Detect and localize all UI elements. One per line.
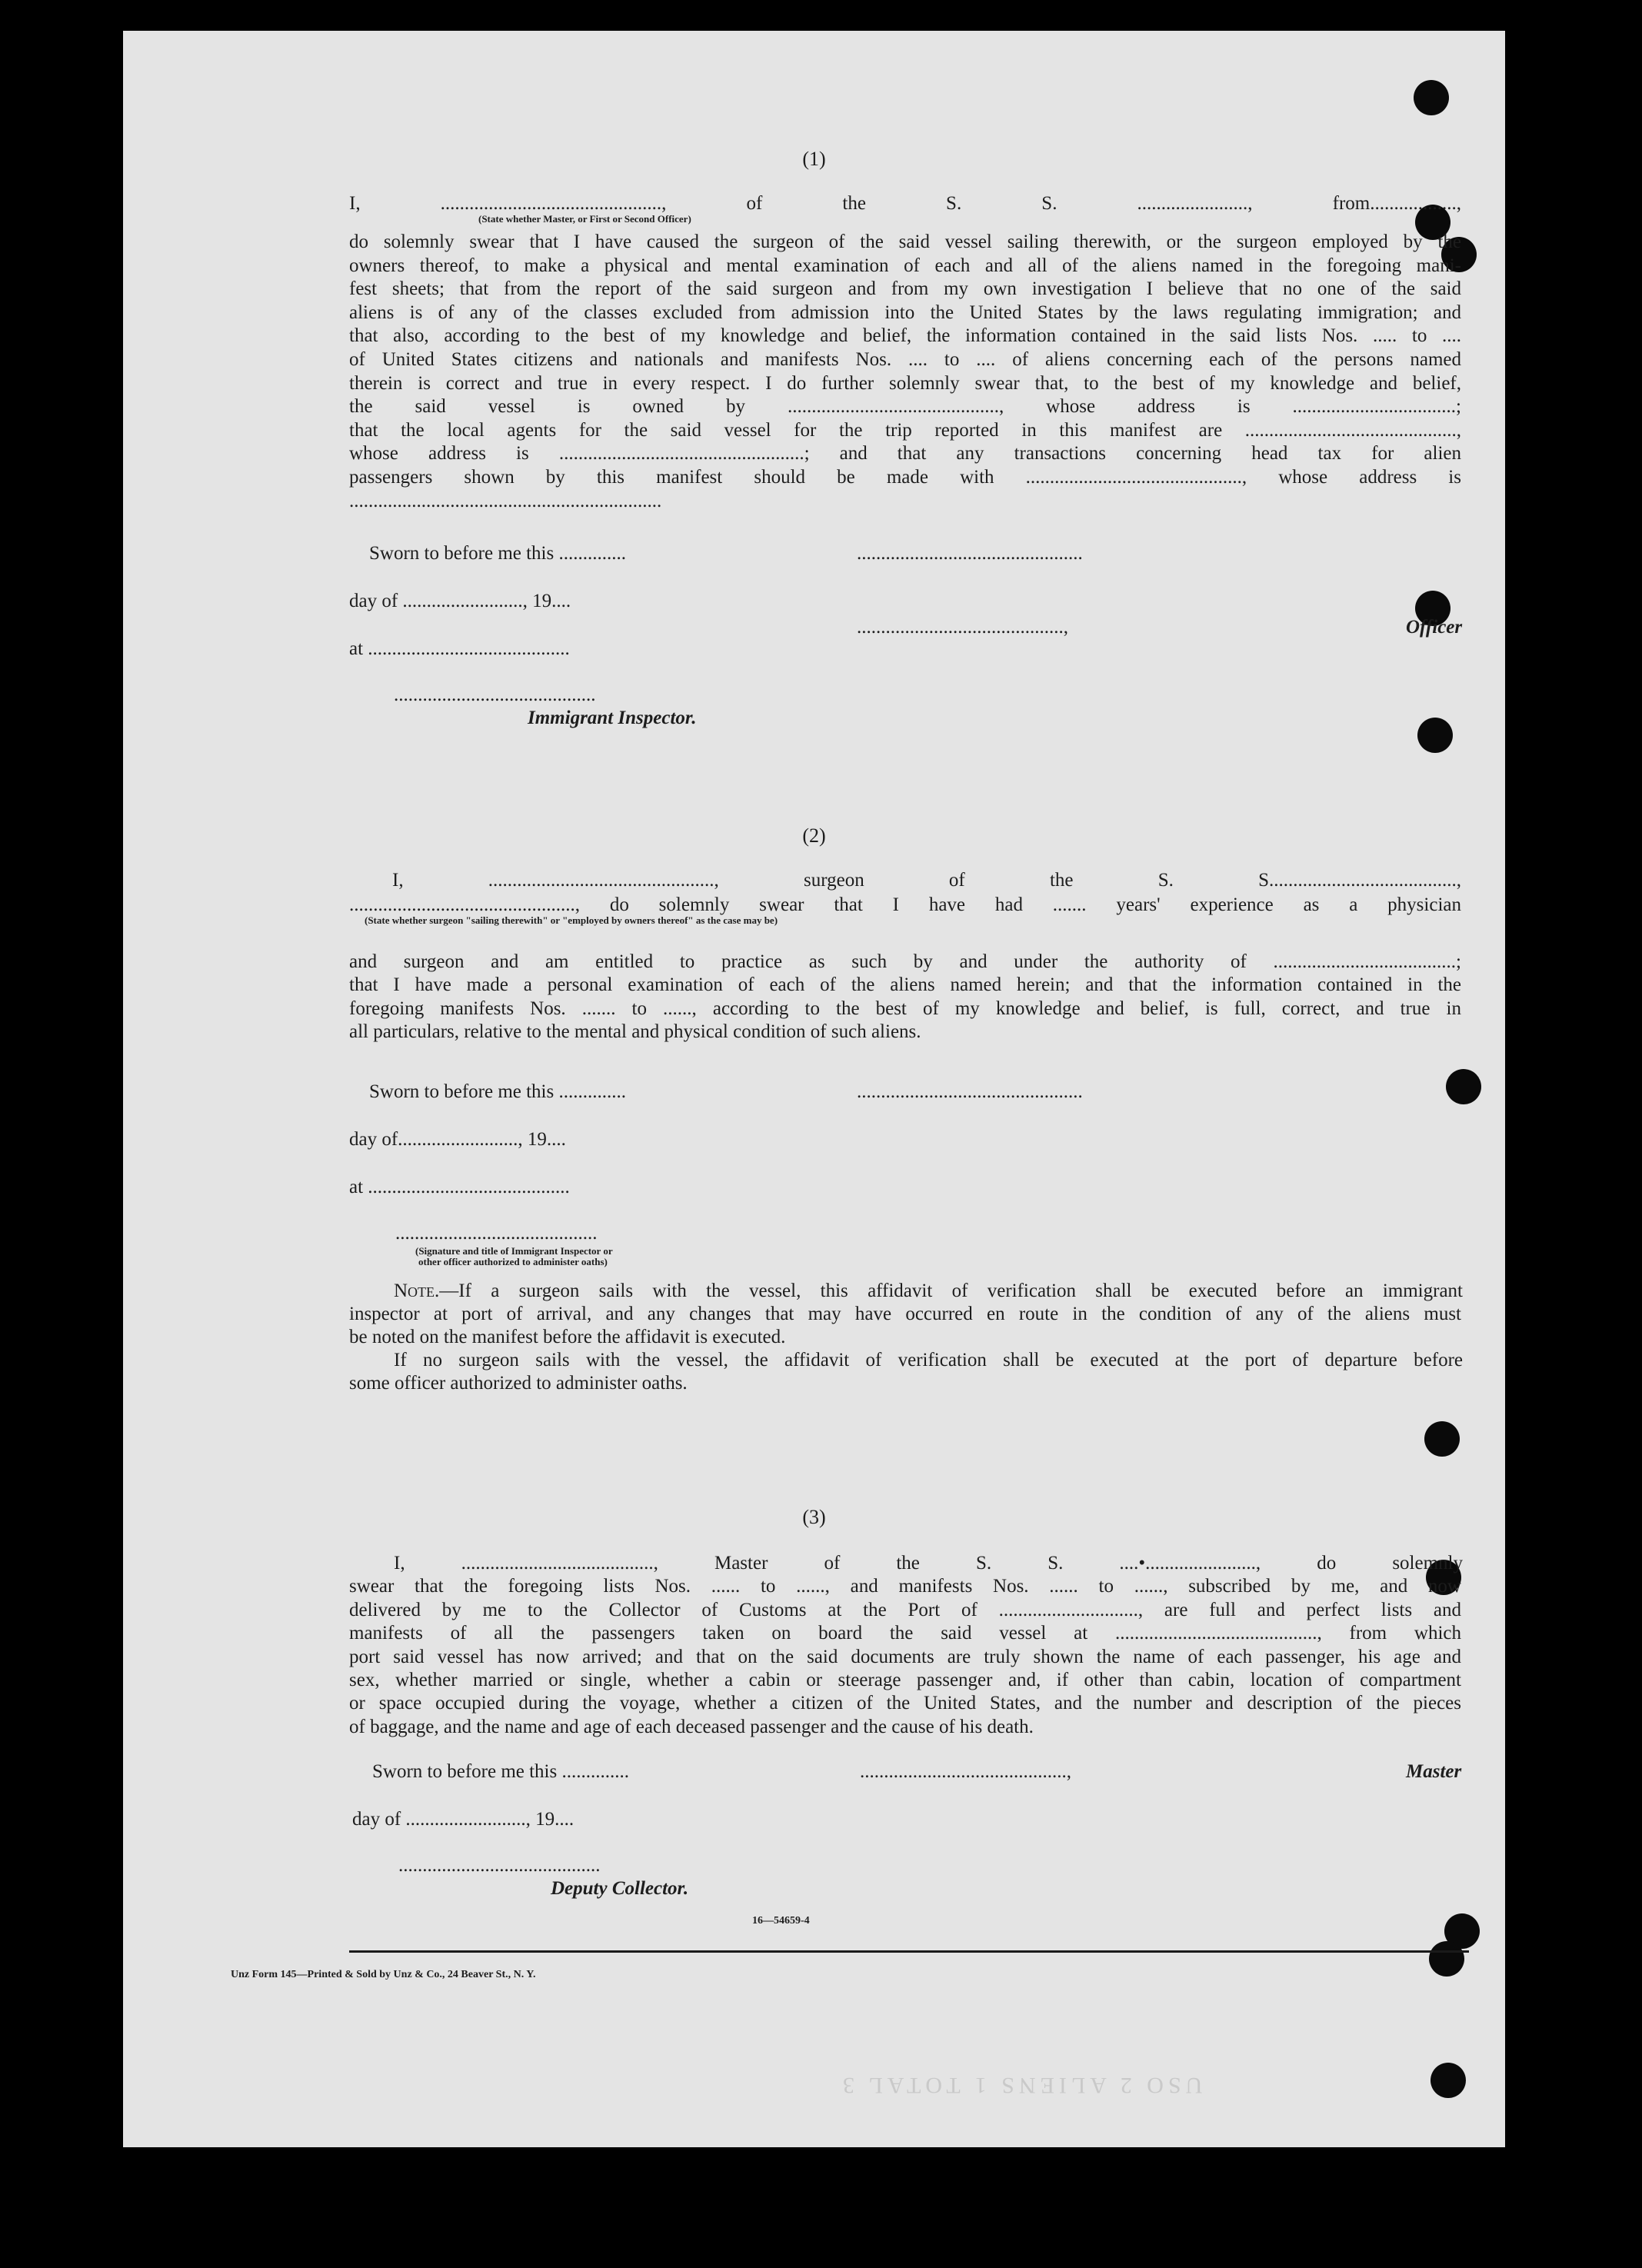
s1body-line: fest sheets; that from the report of the said surgeon and from my own investigation I believe that no one of the said — [349, 278, 1461, 300]
note-heading: Note. — [394, 1281, 440, 1301]
section-1-officer-label: Officer — [1406, 617, 1463, 638]
punch-hole — [1424, 1421, 1460, 1457]
punch-hole — [1429, 1941, 1464, 1977]
bleed-through-text: USO 2 ALIENS 1 TOTAL 3 — [838, 2073, 1203, 2098]
section-2-opening-line: I, ..............................................., surgeon of the S. S......................................., — [392, 870, 1461, 891]
form-code: 16—54659-4 — [752, 1915, 810, 1927]
section-2-note-line-5: some officer authorized to administer oaths. — [349, 1373, 688, 1394]
section-2-right-signature-line: ............................................... — [857, 1081, 1083, 1102]
section-2-note-line-3: be noted on the manifest before the affidavit is executed. — [349, 1327, 786, 1347]
section-2-signature-line: .......................................... — [395, 1223, 598, 1244]
section-2-note-line-2: inspector at port of arrival, and any changes that may have occurred en route in the condition of any of the aliens must — [349, 1304, 1461, 1324]
s1body-line: that also, according to the best of my knowledge and belief, the information contained in the said lists Nos. ..... to .... — [349, 325, 1461, 347]
s3body-line: I, ........................................, Master of the S. S. ....•......................., do solemnly — [394, 1553, 1463, 1574]
s1body-line: whose address is ...................................................; and that any transactions concerning head tax for alien — [349, 443, 1461, 465]
s3body-line: of baggage, and the name and age of each deceased passenger and the cause of his death. — [349, 1716, 1034, 1737]
s1body-line: passengers shown by this manifest should be made with ............................................., whose address is — [349, 467, 1461, 488]
section-2-signature-note-2: other officer authorized to administer oaths) — [418, 1256, 608, 1267]
section-2-sworn: Sworn to before me this .............. — [369, 1081, 626, 1102]
punch-hole — [1446, 1069, 1481, 1104]
section-1-at: at .......................................... — [349, 638, 570, 659]
section-3-day: day of ........................., 19.... — [352, 1809, 575, 1830]
printer-imprint: Unz Form 145—Printed & Sold by Unz & Co., 24 Beaver St., N. Y. — [231, 1969, 536, 1980]
s1body-line: do solemnly swear that I have caused the surgeon of the said vessel sailing therewith, or the surgeon employed by the — [349, 231, 1461, 252]
s1body-line: aliens is of any of the classes excluded from admission into the United States by the laws regulating immigration; and — [349, 301, 1461, 323]
section-2-second-line: ..............................................., do solemnly swear that I have had ....... years' experience as a physician — [349, 894, 1461, 915]
section-2-signature-note-1: (Signature and title of Immigrant Inspector or — [415, 1245, 613, 1257]
section-1-immigrant-inspector: Immigrant Inspector. — [528, 708, 697, 728]
s1body-line: that the local agents for the said vessel for the trip reported in this manifest are ............................................, — [349, 419, 1461, 441]
section-3-sworn: Sworn to before me this .............. — [372, 1761, 629, 1782]
section-2-day: day of........................., 19.... — [349, 1129, 566, 1150]
s1body-line: the said vessel is owned by ............................................, whose address is ..................................; — [349, 396, 1461, 418]
s3body-line: delivered by me to the Collector of Customs at the Port of ............................., are full and perfect lists and — [349, 1599, 1461, 1620]
section-1-number: (1) — [802, 148, 826, 170]
section-2-note-line-1: Note.—If a surgeon sails with the vessel, this affidavit of verification shall be executed before an immigrant — [394, 1281, 1463, 1301]
section-3-deputy-collector: Deputy Collector. — [551, 1878, 689, 1899]
punch-hole — [1414, 80, 1449, 115]
s3body-line: swear that the foregoing lists Nos. ...... to ......, and manifests Nos. ...... to ......, subscribed by me, and now — [349, 1576, 1461, 1597]
section-1-signature-line: .......................................... — [394, 684, 596, 705]
section-1-day: day of ........................., 19.... — [349, 591, 571, 611]
s1body-line: owners thereof, to make a physical and mental examination of each and all of the aliens named in the foregoing mani- — [349, 255, 1461, 276]
section-3-signature-line: .......................................... — [398, 1855, 601, 1876]
section-2-number: (2) — [802, 824, 826, 847]
section-2-surgeon-note: (State whether surgeon "sailing therewith" or "employed by owners thereof" as the case may be) — [365, 914, 778, 926]
section-3-right-signature-line: ..........................................., — [860, 1761, 1071, 1782]
section-2-at: at .......................................... — [349, 1177, 570, 1197]
section-1-right-signature-line: ............................................... — [857, 543, 1083, 564]
s3body-line: port said vessel has now arrived; and that on the said documents are truly shown the name of each passenger, his age and — [349, 1646, 1461, 1667]
section-3-master-label: Master — [1406, 1761, 1462, 1782]
section-2-note-line-4: If no surgeon sails with the vessel, the affidavit of verification shall be executed at the port of departure before — [394, 1350, 1463, 1370]
s1body-line: therein is correct and true in every respect. I do further solemnly swear that, to the best of my knowledge and belief, — [349, 372, 1461, 394]
section-1-sworn: Sworn to before me this .............. — [369, 543, 626, 564]
section-1-officer-note: (State whether Master, or First or Second Officer) — [478, 213, 691, 225]
s3body-line: or space occupied during the voyage, whether a citizen of the United States, and the number and description of the pieces — [349, 1693, 1461, 1714]
s1body-line: ................................................................. — [349, 490, 662, 511]
s1body-line: of United States citizens and nationals and manifests Nos. .... to .... of aliens concerning each of the persons named — [349, 349, 1461, 370]
s2body-line: all particulars, relative to the mental and physical condition of such aliens. — [349, 1021, 921, 1043]
section-3-number: (3) — [802, 1506, 826, 1528]
s2body-line: foregoing manifests Nos. ....... to ......, according to the best of my knowledge and belief, is full, correct, and true in — [349, 997, 1461, 1019]
punch-hole — [1417, 718, 1453, 753]
s3body-line: sex, whether married or single, whether a cabin or steerage passenger and, if other than cabin, location of compartment — [349, 1670, 1461, 1690]
s3body-line: manifests of all the passengers taken on board the said vessel at .........................................., from which — [349, 1623, 1461, 1644]
form-page — [123, 31, 1505, 2147]
section-1-opening-line: I, .............................................., of the S. S. ......................., from.................., — [349, 193, 1461, 214]
section-1-officer-line: ..........................................., — [857, 617, 1068, 638]
s2body-line: and surgeon and am entitled to practice as such by and under the authority of ......................................; — [349, 951, 1461, 972]
s2body-line: that I have made a personal examination of each of the aliens named herein; and that the information contained in the — [349, 974, 1461, 996]
punch-hole — [1431, 2063, 1466, 2098]
footer-rule — [349, 1950, 1469, 1953]
